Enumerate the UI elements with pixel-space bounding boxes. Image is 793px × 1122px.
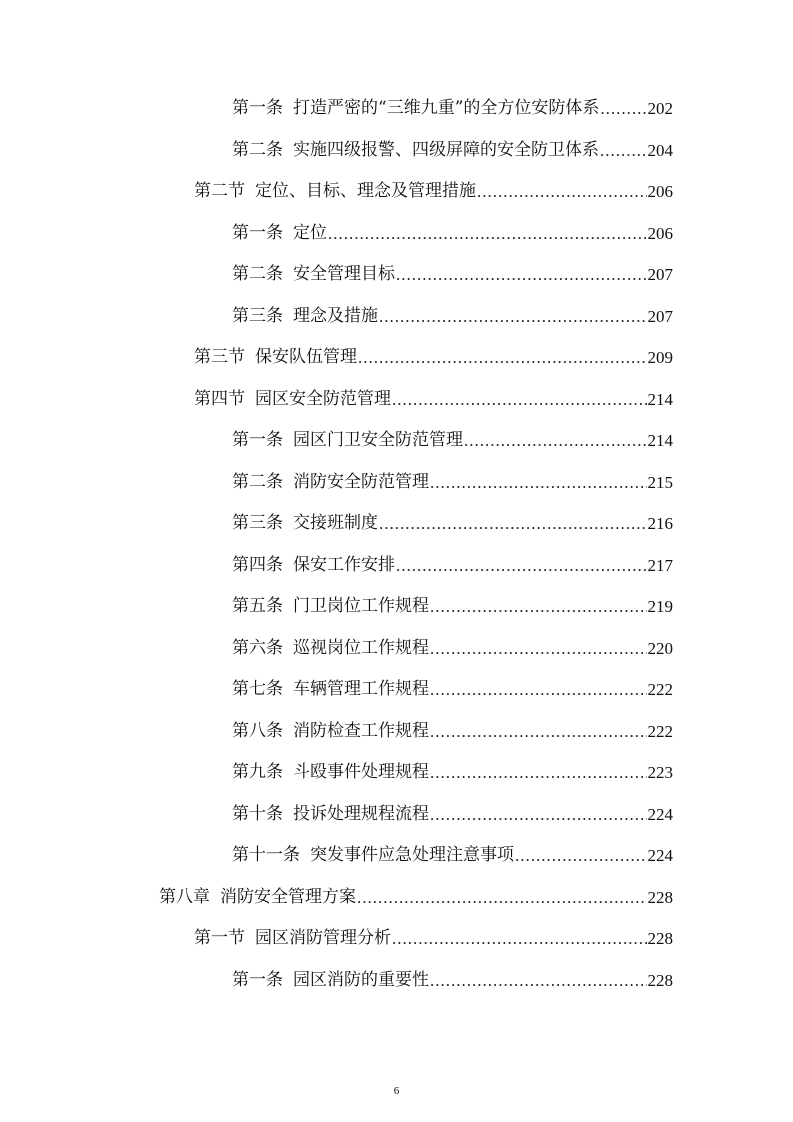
dot-leader [392, 379, 647, 421]
toc-entry-page: 228 [647, 929, 673, 948]
toc-entry[interactable] [0, 669, 793, 711]
dot-leader [430, 794, 647, 836]
toc-entry-page: 206 [647, 182, 673, 201]
toc-entry-number: 第九条 [232, 762, 283, 782]
dot-leader [430, 960, 647, 1002]
toc-entry[interactable] [0, 794, 793, 836]
page-number: 6 [393, 1085, 400, 1097]
dot-leader [396, 254, 647, 296]
toc-entry[interactable] [0, 877, 793, 919]
toc-entry-title: 消防检查工作规程 [293, 720, 429, 741]
toc-entry-page: 214 [647, 389, 673, 409]
dot-leader [430, 586, 647, 628]
toc-entry-page: 228 [647, 970, 673, 990]
toc-entry-page: 216 [647, 514, 673, 533]
toc-entry[interactable] [0, 462, 793, 504]
toc-entry-number: 第四条 [232, 554, 283, 575]
toc-entry-title: 保安工作安排 [293, 554, 395, 575]
toc-entry-number: 第二条 [232, 471, 283, 492]
dot-leader [464, 420, 647, 462]
toc-entry[interactable] [0, 88, 793, 130]
toc-entry[interactable] [0, 254, 793, 296]
toc-entry-number: 第七条 [232, 679, 283, 699]
dot-leader [379, 503, 647, 545]
toc-entry[interactable] [0, 628, 793, 670]
toc-entry-title: 消防安全防范管理 [293, 471, 429, 492]
toc-entry-title: 门卫岗位工作规程 [293, 596, 429, 616]
dot-leader [477, 171, 647, 213]
table-of-contents [0, 88, 793, 1001]
toc-entry-page: 219 [647, 597, 673, 616]
dot-leader [515, 835, 647, 877]
toc-entry[interactable] [0, 337, 793, 379]
toc-entry-title: 打造严密的“三维九重”的全方位安防体系 [293, 98, 600, 118]
toc-entry-title: 保安队伍管理 [255, 347, 357, 367]
toc-entry[interactable] [0, 420, 793, 462]
toc-entry-title: 理念及措施 [293, 305, 378, 326]
toc-entry-number: 第一条 [232, 98, 283, 118]
toc-entry-number: 第一条 [232, 222, 283, 243]
toc-entry-number: 第二条 [232, 264, 283, 284]
toc-entry-page: 220 [647, 638, 673, 658]
toc-entry-title: 突发事件应急处理注意事项 [310, 845, 514, 865]
toc-entry[interactable] [0, 918, 793, 960]
toc-entry[interactable] [0, 545, 793, 587]
toc-entry-title: 园区安全防范管理 [255, 388, 391, 409]
toc-entry-page: 224 [647, 846, 673, 865]
toc-entry[interactable] [0, 960, 793, 1002]
toc-entry-title: 安全管理目标 [293, 264, 395, 284]
toc-entry-page: 207 [647, 306, 673, 326]
toc-entry[interactable] [0, 379, 793, 421]
toc-entry[interactable] [0, 503, 793, 545]
toc-entry-page: 222 [647, 721, 673, 741]
toc-entry-title: 巡视岗位工作规程 [293, 637, 429, 658]
toc-entry[interactable] [0, 213, 793, 255]
dot-leader [328, 213, 647, 255]
toc-entry-page: 207 [647, 265, 673, 284]
toc-entry[interactable] [0, 586, 793, 628]
toc-entry-page: 209 [647, 348, 673, 367]
toc-entry-number: 第三节 [194, 347, 245, 367]
toc-entry-number: 第八条 [232, 720, 283, 741]
toc-entry-title: 交接班制度 [293, 513, 378, 533]
toc-entry-number: 第十条 [232, 803, 283, 824]
toc-entry-number: 第一节 [194, 928, 245, 948]
toc-entry-number: 第四节 [194, 388, 245, 409]
toc-entry-title: 园区消防的重要性 [293, 969, 429, 990]
dot-leader [600, 88, 646, 130]
toc-entry[interactable] [0, 296, 793, 338]
dot-leader [600, 130, 647, 172]
toc-entry-page: 224 [647, 804, 673, 824]
dot-leader [396, 545, 647, 587]
toc-entry-number: 第一条 [232, 430, 283, 450]
toc-entry-title: 车辆管理工作规程 [293, 679, 429, 699]
toc-entry-page: 222 [647, 680, 673, 699]
dot-leader [430, 752, 647, 794]
toc-entry-number: 第一条 [232, 969, 283, 990]
dot-leader [357, 877, 647, 919]
toc-entry-title: 园区门卫安全防范管理 [293, 430, 463, 450]
toc-entry-number: 第三条 [232, 513, 283, 533]
toc-entry-page: 204 [647, 140, 673, 160]
toc-entry-page: 202 [647, 99, 673, 118]
dot-leader [430, 711, 647, 753]
toc-entry-page: 215 [647, 472, 673, 492]
toc-entry-title: 定位 [293, 222, 327, 243]
dot-leader [379, 296, 647, 338]
toc-entry-number: 第二条 [232, 139, 283, 160]
dot-leader [430, 669, 647, 711]
toc-entry-page: 223 [647, 763, 673, 782]
toc-entry[interactable] [0, 835, 793, 877]
toc-entry-title: 消防安全管理方案 [220, 886, 356, 907]
dot-leader [430, 462, 647, 504]
toc-entry[interactable] [0, 711, 793, 753]
toc-entry[interactable] [0, 752, 793, 794]
toc-entry-number: 第六条 [232, 637, 283, 658]
toc-entry-title: 定位、目标、理念及管理措施 [255, 181, 476, 201]
toc-entry[interactable] [0, 130, 793, 172]
toc-entry-title: 实施四级报警、四级屏障的安全防卫体系 [293, 139, 599, 160]
toc-entry-page: 206 [647, 223, 673, 243]
dot-leader [358, 337, 647, 379]
toc-entry-page: 228 [647, 887, 673, 907]
toc-entry-number: 第十一条 [232, 845, 300, 865]
toc-entry-number: 第三条 [232, 305, 283, 326]
toc-entry-number: 第八章 [159, 886, 210, 907]
toc-entry-title: 投诉处理规程流程 [293, 803, 429, 824]
toc-entry-number: 第二节 [194, 181, 245, 201]
toc-entry-page: 214 [647, 431, 673, 450]
toc-entry-title: 斗殴事件处理规程 [293, 762, 429, 782]
toc-entry[interactable] [0, 171, 793, 213]
dot-leader [430, 628, 647, 670]
toc-entry-title: 园区消防管理分析 [255, 928, 391, 948]
dot-leader [392, 918, 647, 960]
toc-entry-number: 第五条 [232, 596, 283, 616]
toc-entry-page: 217 [647, 555, 673, 575]
